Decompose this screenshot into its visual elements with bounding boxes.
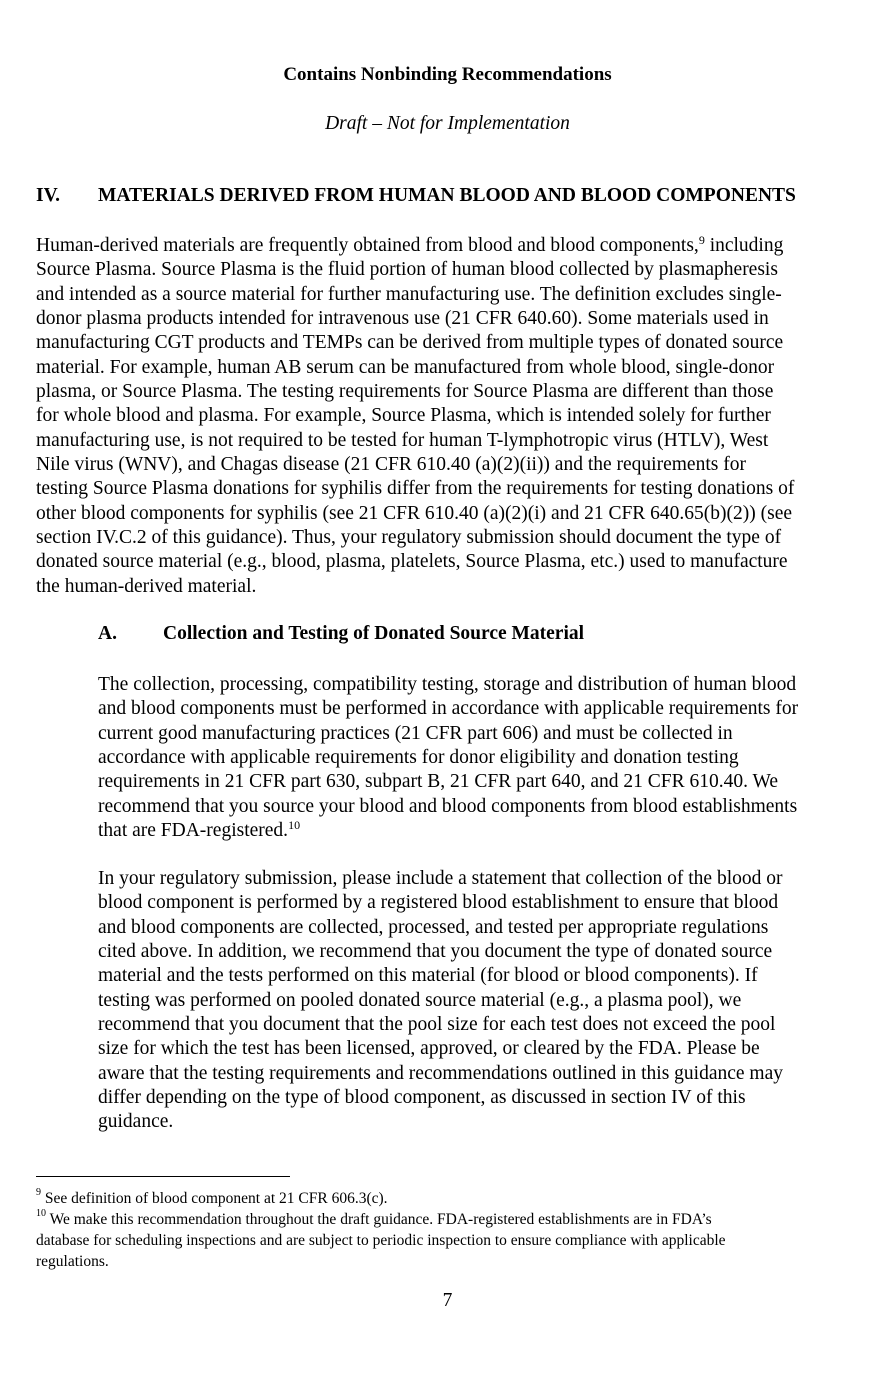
- text-line: In your regulatory submission, please include a statement that collection of the blood or: [98, 868, 783, 889]
- text-segment: We make this recommendation throughout the draft guidance. FDA-registered establishments are in FDA’s: [46, 1211, 712, 1228]
- footnote-reference[interactable]: 9: [36, 1187, 41, 1198]
- text-line: guidance.: [98, 1111, 174, 1133]
- text-line: donated source material (e.g., blood, plasma, platelets, Source Plasma, etc.) used to manufacture: [36, 551, 788, 573]
- text-line: section IV.C.2 of this guidance). Thus, your regulatory submission should document the type of: [36, 527, 782, 549]
- text-line: [36, 234, 794, 258]
- text-line: [36, 1188, 726, 1209]
- subsection-heading: [98, 623, 585, 645]
- text-line: manufacturing CGT products and TEMPs can be derived from multiple types of donated source: [36, 332, 784, 354]
- text-line: manufacturing use, is not required to be tested for human T-lymphotropic virus (HTLV), West: [36, 429, 769, 451]
- text-line: regulations.: [36, 1253, 109, 1270]
- text-line: size for which the test has been licensed, approved, or cleared by the FDA. Please be: [98, 1038, 760, 1060]
- paragraph-intro: [36, 234, 794, 599]
- text-line: [36, 1209, 726, 1230]
- text-line: blood component is performed by a registered blood establishment to ensure that blood: [98, 892, 779, 914]
- text-segment: including: [704, 235, 784, 256]
- subsection-title: Collection and Testing of Donated Source Material: [163, 623, 585, 644]
- text-line: and blood components are collected, processed, and tested per appropriate regulations: [98, 916, 769, 938]
- text-line: database for scheduling inspections and are subject to periodic inspection to ensure compliance with applicable: [36, 1232, 726, 1249]
- page-number: 7: [442, 1290, 453, 1311]
- paragraph-collection: [98, 673, 798, 843]
- text-line: and blood components must be performed in accordance with applicable requirements for: [98, 698, 799, 720]
- text-line: material and the tests performed on this material (for blood or blood components). If: [98, 965, 758, 987]
- text-line: recommend that you source your blood and blood components from blood establishments: [98, 795, 798, 817]
- text-line: material. For example, human AB serum can be manufactured from whole blood, single-donor: [36, 356, 775, 378]
- text-segment: Human-derived materials are frequently obtained from blood and blood components,: [36, 235, 699, 256]
- text-line: cited above. In addition, we recommend that you document the type of donated source: [98, 941, 773, 963]
- header-title: Contains Nonbinding Recommendations: [283, 64, 612, 85]
- footnote-reference[interactable]: 10: [288, 818, 301, 833]
- text-line: requirements in 21 CFR part 630, subpart B, 21 CFR part 640, and 21 CFR 610.40. We: [98, 771, 779, 793]
- footnote-reference[interactable]: 9: [698, 233, 705, 247]
- text-line: other blood components for syphilis (see 21 CFR 610.40 (a)(2)(i) and 21 CFR 640.65(b)(2)) (see: [36, 502, 793, 524]
- text-line: testing was performed on pooled donated source material (e.g., a plasma pool), we: [98, 989, 742, 1011]
- text-segment: See definition of blood component at 21 CFR 606.3(c).: [41, 1190, 388, 1207]
- text-line: the human-derived material.: [36, 575, 257, 597]
- text-line: for whole blood and plasma. For example, Source Plasma, which is intended solely for further: [36, 405, 771, 427]
- text-line: plasma, or Source Plasma. The testing requirements for Source Plasma are different than those: [36, 381, 774, 403]
- section-number: IV.: [36, 185, 61, 206]
- text-line: aware that the testing requirements and recommendations outlined in this guidance may: [98, 1062, 784, 1084]
- footnote-reference[interactable]: 10: [36, 1208, 46, 1219]
- paragraph-submission: [98, 867, 783, 1135]
- subsection-letter: A.: [98, 623, 117, 644]
- footnote-divider: [36, 1176, 290, 1177]
- text-line: Nile virus (WNV), and Chagas disease (21 CFR 610.40 (a)(2)(ii)) and the requirements for: [36, 454, 746, 476]
- footnotes: [36, 1188, 726, 1272]
- text-line: testing Source Plasma donations for syphilis differ from the requirements for testing donations of: [36, 478, 795, 500]
- text-line: accordance with applicable requirements for donor eligibility and donation testing: [98, 747, 739, 769]
- text-line: current good manufacturing practices (21 CFR part 606) and must be collected in: [98, 722, 733, 744]
- draft-notice: Draft – Not for Implementation: [325, 113, 570, 134]
- text-line: Source Plasma. Source Plasma is the fluid portion of human blood collected by plasmapheresis: [36, 259, 778, 281]
- text-line: differ depending on the type of blood component, as discussed in section IV of this: [98, 1087, 746, 1109]
- section-title: MATERIALS DERIVED FROM HUMAN BLOOD AND BLOOD COMPONENTS: [98, 185, 796, 206]
- text-line: and intended as a source material for further manufacturing use. The definition excludes single-: [36, 283, 782, 305]
- text-line: recommend that you document that the pool size for each test does not exceed the pool: [98, 1014, 776, 1036]
- text-line: [98, 819, 798, 843]
- text-line: The collection, processing, compatibility testing, storage and distribution of human blood: [98, 674, 797, 695]
- text-line: donor plasma products intended for intravenous use (21 CFR 640.60). Some materials used in: [36, 308, 769, 330]
- text-segment: that are FDA-registered.: [98, 820, 289, 842]
